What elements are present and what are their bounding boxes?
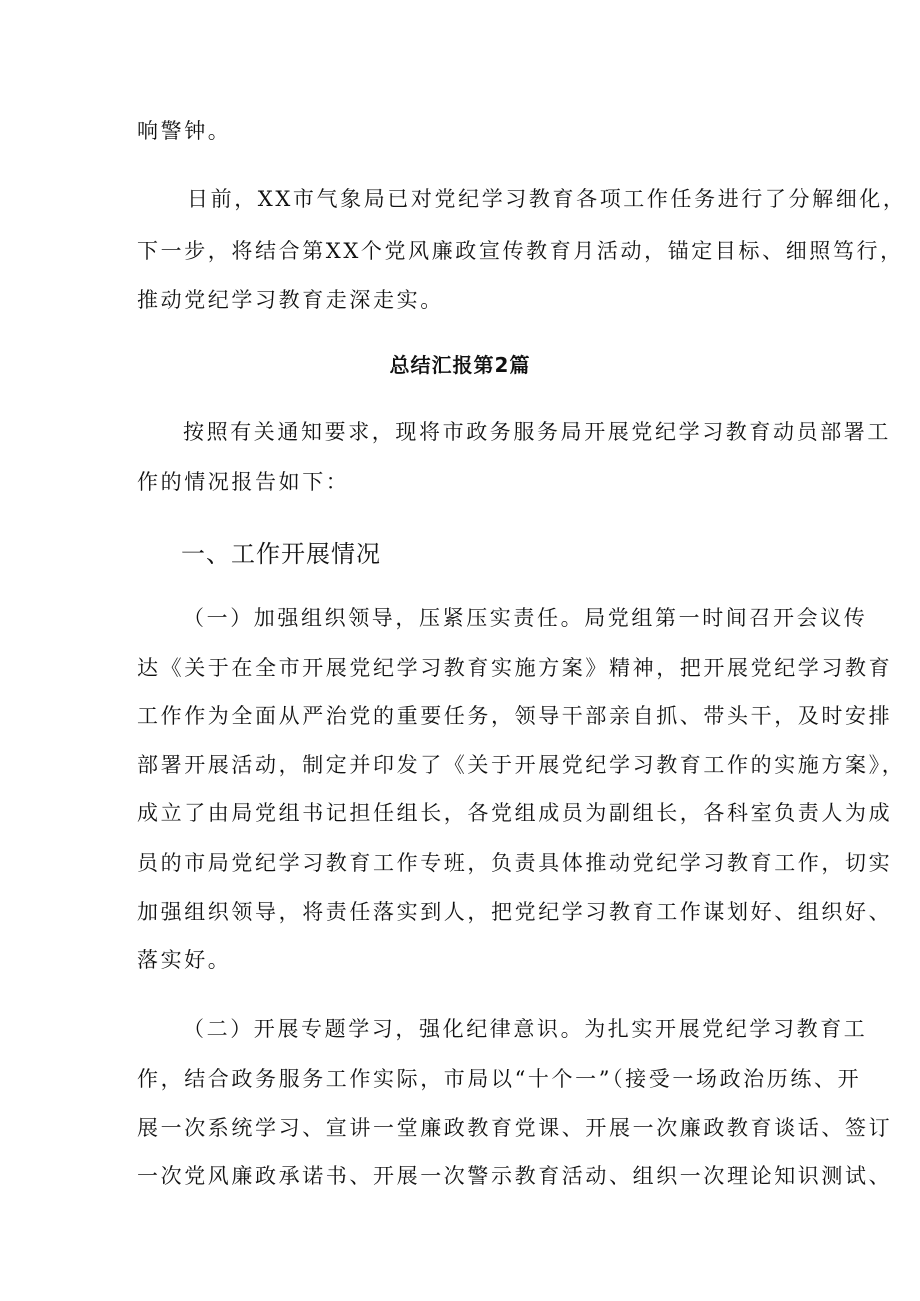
paragraph-line: 成立了由局党组书记担任组长，各党组成员为副组长，各科室负责人为成: [137, 801, 893, 825]
paragraph-line: （一）加强组织领导，压紧压实责任。局党组第一时间召开会议传: [183, 606, 868, 630]
paragraph-line: 作的情况报告如下：: [137, 470, 350, 494]
paragraph-line: 工作作为全面从严治党的重要任务，领导干部亲自抓、带头干，及时安排: [137, 704, 893, 728]
paragraph-line: 员的市局党纪学习教育工作专班，负责具体推动党纪学习教育工作，切实: [137, 851, 893, 875]
paragraph-line: 作，结合政务服务工作实际，市局以“十个一”（接受一场政治历练、开: [137, 1067, 862, 1091]
paragraph-line: 日前，XX市气象局已对党纪学习教育各项工作任务进行了分解细化，: [187, 187, 907, 211]
paragraph-line: 响警钟。: [137, 119, 232, 143]
paragraph-line: 一次党风廉政承诺书、开展一次警示教育活动、组织一次理论知识测试、: [137, 1164, 893, 1188]
paragraph-line: 下一步，将结合第XX个党风廉政宣传教育月活动，锚定目标、细照笃行，: [137, 239, 904, 263]
paragraph-line: （二）开展专题学习，强化纪律意识。为扎实开展党纪学习教育工: [183, 1017, 868, 1041]
paragraph-line: 加强组织领导，将责任落实到人，把党纪学习教育工作谋划好、组织好、: [137, 900, 893, 924]
paragraph-line: 部署开展活动，制定并印发了《关于开展党纪学习教育工作的实施方案》，: [137, 753, 906, 777]
paragraph-line: 按照有关通知要求，现将市政务服务局开展党纪学习教育动员部署工: [183, 420, 891, 444]
paragraph-line: 达《关于在全市开展党纪学习教育实施方案》精神，把开展党纪学习教育: [137, 656, 893, 680]
section-title: 总结汇报第2篇: [389, 353, 531, 377]
paragraph-line: 推动党纪学习教育走深走实。: [137, 288, 444, 312]
heading-work-progress: 一、工作开展情况: [181, 540, 381, 568]
paragraph-line: 展一次系统学习、宣讲一堂廉政教育党课、开展一次廉政教育谈话、签订: [137, 1116, 893, 1140]
paragraph-line: 落实好。: [137, 948, 232, 972]
